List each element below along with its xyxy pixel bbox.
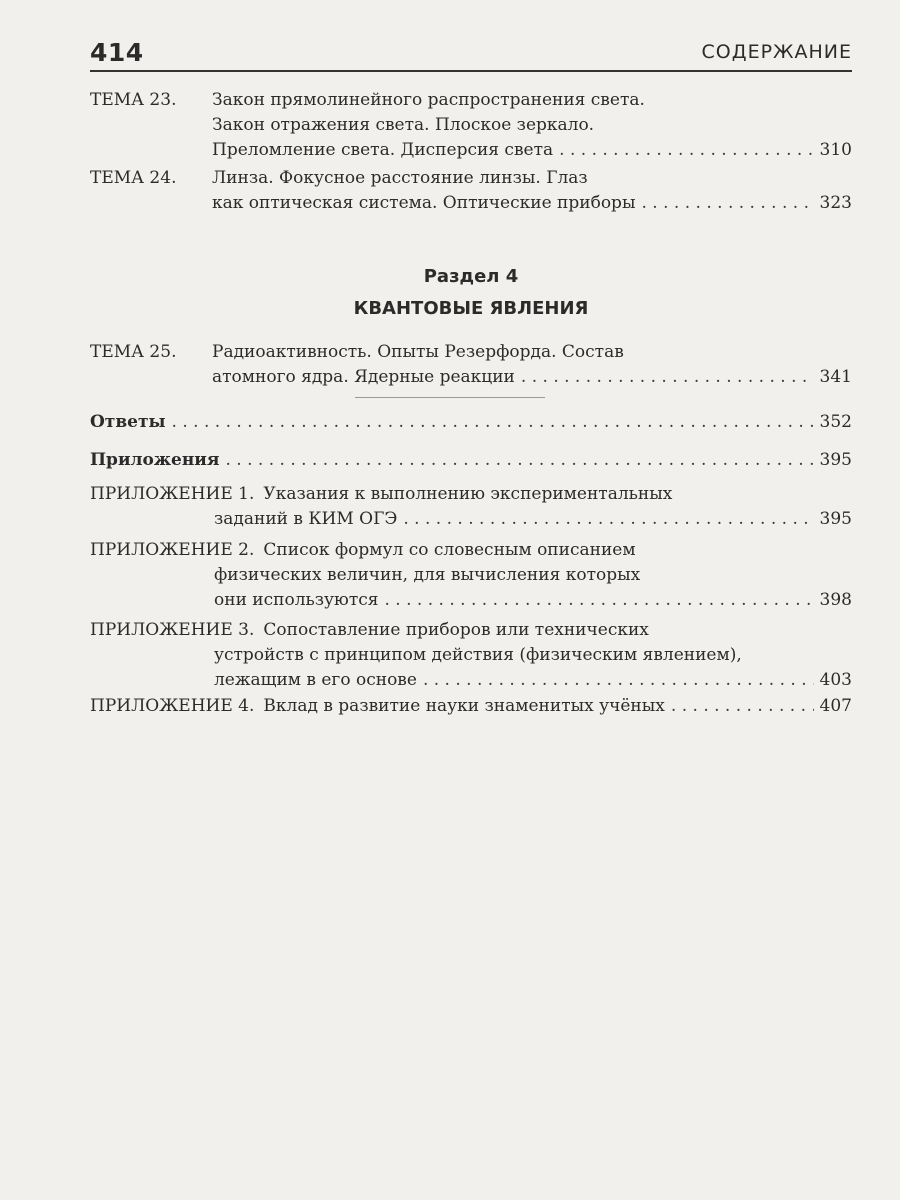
toc-page-number: 341 (819, 367, 852, 387)
appendix-label: ПРИЛОЖЕНИЕ 1. (90, 484, 255, 504)
page-number: 414 (90, 38, 144, 67)
toc-page-number: 403 (819, 670, 852, 690)
appendix-label: ПРИЛОЖЕНИЕ 2. (90, 540, 255, 560)
leader-dots (671, 694, 814, 719)
appendix-title-line: заданий в КИМ ОГЭ (214, 509, 398, 529)
toc-entry-topic-23[interactable] (90, 88, 852, 163)
toc-page-number: 395 (819, 450, 852, 470)
page-header (90, 36, 852, 72)
topic-label: ТЕМА 24. (90, 168, 177, 188)
topic-title-line: Закон прямолинейного распространения света. (212, 90, 645, 110)
leader-dots (559, 138, 813, 163)
appendix-title-line: Указания к выполнению экспериментальных (263, 484, 673, 504)
appendix-label: ПРИЛОЖЕНИЕ 3. (90, 620, 255, 640)
toc-entry-appendix-2[interactable] (90, 538, 852, 613)
toc-entry-answers[interactable] (90, 410, 852, 435)
topic-title-line: Радиоактивность. Опыты Резерфорда. Состав (212, 342, 624, 362)
toc-entry-appendix-1[interactable] (90, 482, 852, 532)
appendix-title-line: Вклад в развитие науки знаменитых учёных (263, 696, 665, 716)
topic-label: ТЕМА 25. (90, 342, 177, 362)
appendix-title-line: они используются (214, 590, 379, 610)
topic-label: ТЕМА 23. (90, 90, 177, 110)
toc-page-number: 352 (819, 412, 852, 432)
appendix-title-line: Сопоставление приборов или технических (263, 620, 649, 640)
leader-dots (521, 365, 814, 390)
toc-entry-appendix-4[interactable] (90, 694, 852, 719)
topic-title-line: Линза. Фокусное расстояние линзы. Глаз (212, 168, 588, 188)
appendix-title-line: лежащим в его основе (214, 670, 417, 690)
toc-page-number: 323 (819, 193, 852, 213)
topic-title-line: как оптическая система. Оптические приборы (212, 193, 636, 213)
toc-entry-appendices[interactable] (90, 448, 852, 473)
toc-entry-topic-25[interactable] (90, 340, 852, 390)
toc-page-number: 310 (819, 140, 852, 160)
topic-title-line: атомного ядра. Ядерные реакции (212, 367, 515, 387)
appendix-title-line: физических величин, для вычисления которых (214, 565, 641, 585)
topic-title-line: Закон отражения света. Плоское зеркало. (212, 115, 595, 135)
appendix-title-line: Список формул со словесным описанием (263, 540, 636, 560)
running-head: СОДЕРЖАНИЕ (701, 41, 852, 63)
leader-dots (403, 507, 813, 532)
leader-dots (225, 448, 813, 473)
topic-title-line: Преломление света. Дисперсия света (212, 140, 554, 160)
toc-page-number: 398 (819, 590, 852, 610)
toc-entry-appendix-3[interactable] (90, 618, 852, 693)
answers-label: Ответы (90, 412, 166, 432)
toc-entry-topic-24[interactable] (90, 166, 852, 216)
leader-dots (641, 191, 813, 216)
appendix-title-line: устройств с принципом действия (физическим явлением), (214, 645, 742, 665)
divider (355, 397, 545, 398)
appendix-label: ПРИЛОЖЕНИЕ 4. (90, 696, 255, 716)
leader-dots (172, 410, 814, 435)
toc-page-number: 395 (819, 509, 852, 529)
toc-page-number: 407 (819, 696, 852, 716)
section-title: Раздел 4 (423, 266, 519, 287)
leader-dots (385, 588, 814, 613)
section-subtitle: КВАНТОВЫЕ ЯВЛЕНИЯ (353, 298, 589, 319)
leader-dots (423, 668, 814, 693)
appendices-label: Приложения (90, 450, 220, 470)
